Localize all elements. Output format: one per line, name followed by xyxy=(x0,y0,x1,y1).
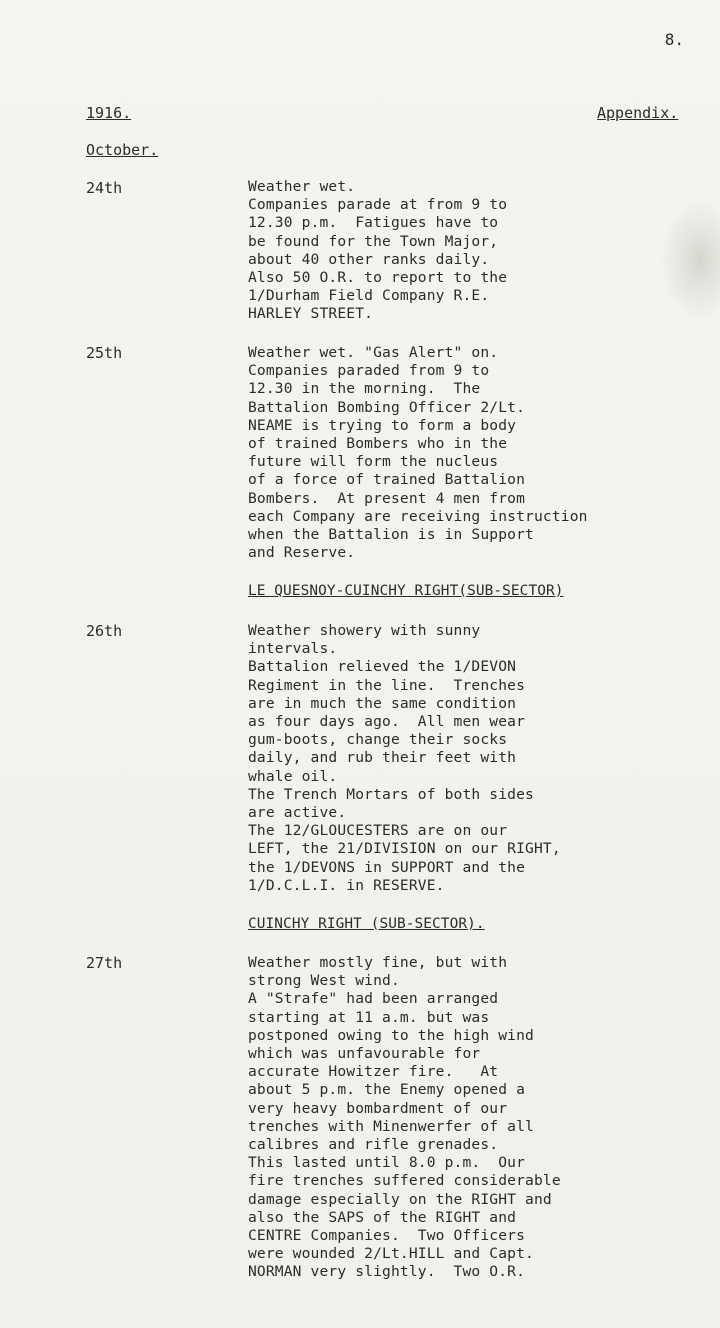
entry-line: Companies parade at from 9 to xyxy=(248,196,508,214)
entry-line: of trained Bombers who in the xyxy=(248,435,508,453)
entry-line: Also 50 O.R. to report to the xyxy=(248,269,508,287)
entry-line: are in much the same condition xyxy=(248,694,517,712)
entry-line: each Company are receiving instruction xyxy=(248,507,588,525)
entry-line: damage especially on the RIGHT and xyxy=(248,1190,552,1208)
entry-line: which was unfavourable for xyxy=(248,1045,481,1063)
entry-text xyxy=(248,344,688,562)
entry-line: Regiment in the line. Trenches xyxy=(248,676,526,694)
entry-line: and Reserve. xyxy=(248,544,356,562)
entry-line: also the SAPS of the RIGHT and xyxy=(248,1208,517,1226)
entry-line: CENTRE Companies. Two Officers xyxy=(248,1227,526,1245)
entry-line: LEFT, the 21/DIVISION on our RIGHT, xyxy=(248,840,561,858)
entry-line: Battalion relieved the 1/DEVON xyxy=(248,658,517,676)
entry-line: A "Strafe" had been arranged xyxy=(248,990,499,1008)
entry-date: 26th xyxy=(86,622,123,640)
entry-text xyxy=(248,954,688,1282)
section-heading: CUINCHY RIGHT (SUB-SECTOR). xyxy=(248,916,485,932)
entry-line: trenches with Minenwerfer of all xyxy=(248,1117,534,1135)
entry-date: 25th xyxy=(86,344,123,362)
entry-line: very heavy bombardment of our xyxy=(248,1099,508,1117)
header-year: 1916. xyxy=(86,104,132,122)
entry-line: HARLEY STREET. xyxy=(248,305,374,323)
entry-line: the 1/DEVONS in SUPPORT and the xyxy=(248,858,526,876)
entry-line: calibres and rifle grenades. xyxy=(248,1136,499,1154)
page-number: 8. xyxy=(664,30,684,49)
entry-line: are active. xyxy=(248,804,347,822)
entry-line: were wounded 2/Lt.HILL and Capt. xyxy=(248,1245,534,1263)
entry-line: whale oil. xyxy=(248,767,338,785)
entry-line: starting at 11 a.m. but was xyxy=(248,1008,490,1026)
header-appendix: Appendix. xyxy=(597,104,679,122)
entry-line: of a force of trained Battalion xyxy=(248,471,526,489)
entry-line: strong West wind. xyxy=(248,972,400,990)
entry-line: Bombers. At present 4 men from xyxy=(248,489,526,507)
entry-text xyxy=(248,622,688,895)
entry-line: Battalion Bombing Officer 2/Lt. xyxy=(248,398,526,416)
entry-line: NORMAN very slightly. Two O.R. xyxy=(248,1263,526,1281)
entry-line: Weather wet. "Gas Alert" on. xyxy=(248,344,499,361)
entry-line: future will form the nucleus xyxy=(248,453,499,471)
entry-line: postponed owing to the high wind xyxy=(248,1026,534,1044)
section-heading: LE QUESNOY-CUINCHY RIGHT(SUB-SECTOR) xyxy=(248,583,564,599)
entry-line: Weather mostly fine, but with xyxy=(248,954,508,971)
entry-line: daily, and rub their feet with xyxy=(248,749,517,767)
entry-line: This lasted until 8.0 p.m. Our xyxy=(248,1154,526,1172)
entry-date: 27th xyxy=(86,954,123,972)
entry-line: 1/D.C.L.I. in RESERVE. xyxy=(248,876,445,894)
entry-line: The 12/GLOUCESTERS are on our xyxy=(248,822,508,840)
entry-line: intervals. xyxy=(248,640,338,658)
entry-line: 1/Durham Field Company R.E. xyxy=(248,287,490,305)
entry-line: be found for the Town Major, xyxy=(248,232,499,250)
entry-line: as four days ago. All men wear xyxy=(248,713,526,731)
entry-line: when the Battalion is in Support xyxy=(248,526,534,544)
entry-line: Weather showery with sunny xyxy=(248,622,481,639)
entry-line: about 40 other ranks daily. xyxy=(248,250,490,268)
entry-line: The Trench Mortars of both sides xyxy=(248,785,534,803)
entry-line: 12.30 in the morning. The xyxy=(248,380,481,398)
header-month: October. xyxy=(86,141,159,159)
entry-text xyxy=(248,178,688,324)
entry-line: 12.30 p.m. Fatigues have to xyxy=(248,214,499,232)
entry-line: fire trenches suffered considerable xyxy=(248,1172,561,1190)
entry-line: about 5 p.m. the Enemy opened a xyxy=(248,1081,526,1099)
entry-line: gum-boots, change their socks xyxy=(248,731,508,749)
entry-line: accurate Howitzer fire. At xyxy=(248,1063,499,1081)
entry-line: NEAME is trying to form a body xyxy=(248,416,517,434)
entry-line: Companies paraded from 9 to xyxy=(248,362,490,380)
entry-line: Weather wet. xyxy=(248,178,356,195)
entry-date: 24th xyxy=(86,179,123,197)
